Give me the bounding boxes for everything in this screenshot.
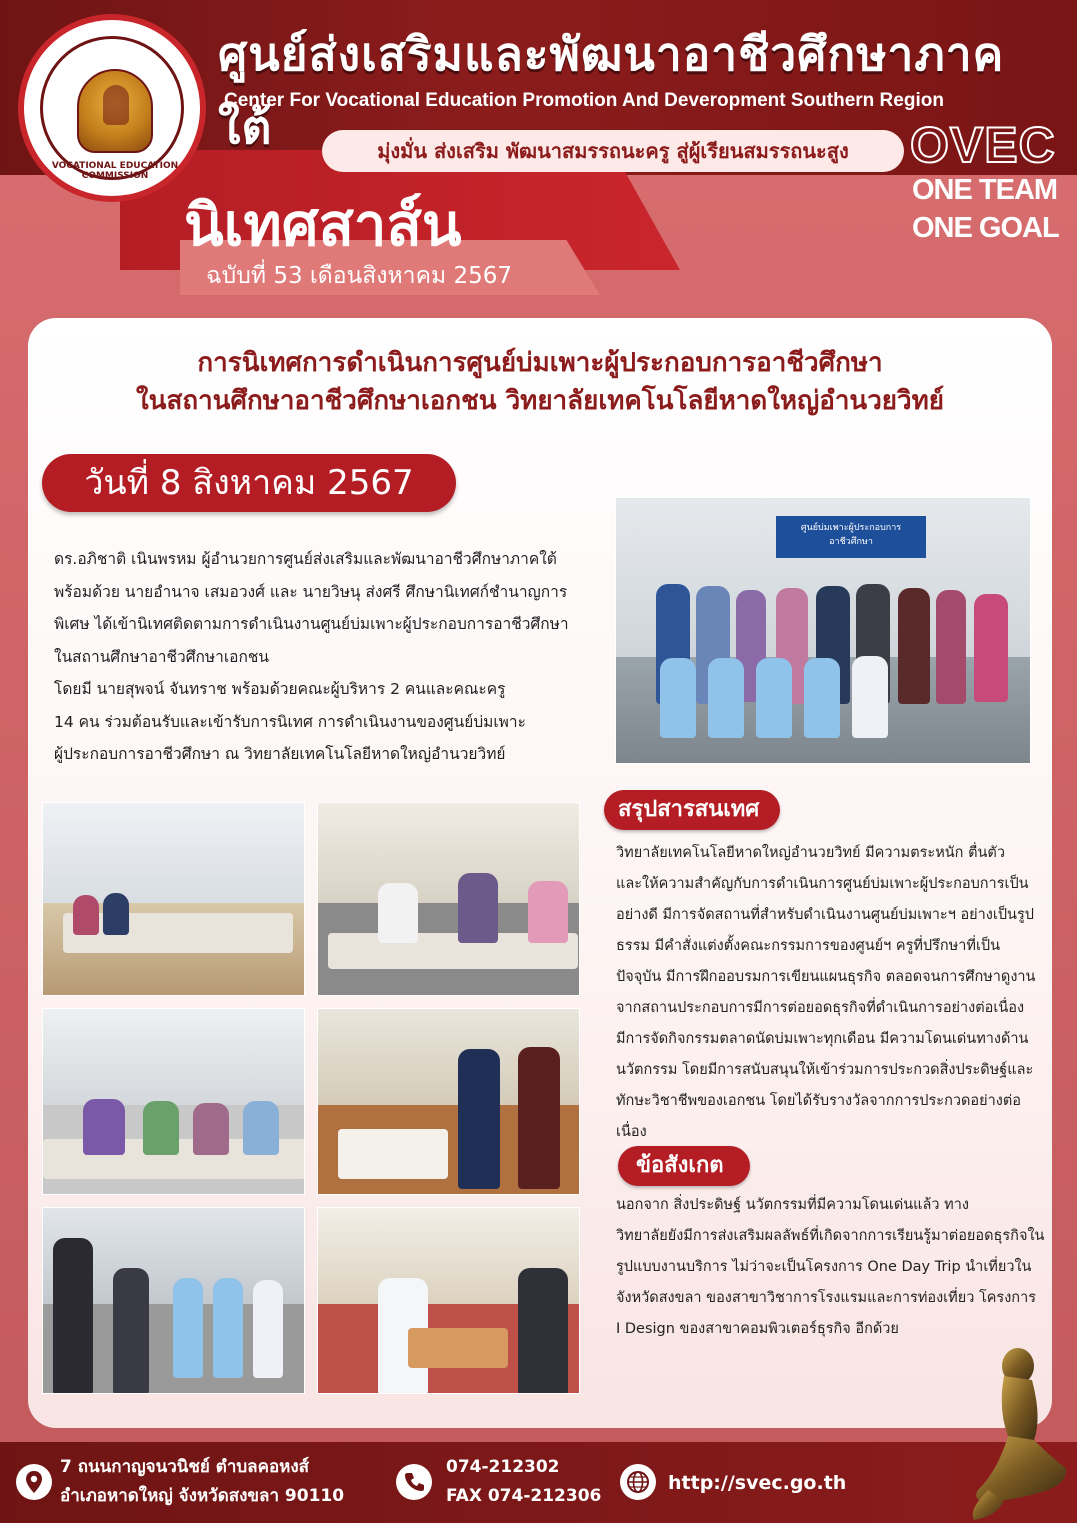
issue-number: ฉบับที่ 53 เดือนสิงหาคม 2567 (206, 263, 512, 289)
globe-icon (620, 1464, 656, 1500)
article-body-line: 14 คน ร่วมต้อนรับและเข้ารับการนิเทศ การดำเนินงานของศูนย์บ่มเพาะ (54, 712, 526, 731)
one-team-text: ONE TEAM (912, 174, 1058, 206)
summary-line: มีการจัดกิจกรรมตลาดนัดบ่มเพาะทุกเดือน มีความโดนเด่นทางด้าน (616, 1031, 1029, 1047)
center-title-thai: ศูนย์ส่งเสริมและพัฒนาอาชีวศึกษาภาคใต้ (218, 27, 1005, 154)
meeting-photo-2 (317, 802, 580, 996)
ovec-wordmark: OVEC (910, 117, 1056, 173)
exhibit-photo-1 (317, 1008, 580, 1195)
article-heading-line1: การนิเทศการดำเนินการศูนย์บ่มเพาะผู้ประกอบการอาชีวศึกษา (197, 348, 883, 378)
logo-text: VOCATIONAL EDUCATION COMMISSION (51, 161, 179, 181)
website-link[interactable]: http://svec.go.th (668, 1472, 847, 1494)
article-body-line: โดยมี นายสุพจน์ จันทราช พร้อมด้วยคณะผู้บริหาร 2 คนและคณะครู (54, 680, 506, 698)
center-title-english: Center For Vocational Education Promotion And Deverop​ment Southern Region (224, 90, 944, 111)
summary-line: เนื่อง (616, 1124, 647, 1140)
observation-body (616, 1190, 1045, 1345)
observation-line: วิทยาลัยยังมีการส่งเสริมผลลัพธ์ที่เกิดจากการเรียนรู้มาต่อยอดธุรกิจใน (616, 1228, 1045, 1244)
footer (0, 1442, 1077, 1523)
observation-section-title: ข้อสังเกต (618, 1146, 750, 1186)
ovec-logo (18, 14, 206, 202)
article-body-line: พิเศษ ได้เข้านิเทศติดตามการดำเนินงานศูนย์บ่มเพาะผู้ประกอบการอาชีวศึกษา (54, 615, 569, 633)
observation-line: I Design ของสาขาคอมพิวเตอร์ธุรกิจ อีกด้วย (616, 1321, 899, 1337)
incubator-sign (776, 516, 926, 558)
visit-photo-1 (42, 1207, 305, 1394)
address-line2: อำเภอหาดใหญ่ จังหวัดสงขลา 90110 (60, 1486, 345, 1506)
mermaid-statue-image (968, 1340, 1076, 1522)
observation-line: นอกจาก สิ่งประดิษฐ์ นวัตกรรมที่มีความโดนเด่นแล้ว ทาง (616, 1197, 969, 1213)
summary-line: ปัจจุบัน มีการฝึกออบรมการเขียนแผนธุรกิจ ตลอดจนการศึกษาดูงาน (616, 969, 1036, 985)
article-body (54, 543, 584, 771)
summary-line: นวัตกรรม โดยมีการสนับสนุนให้เข้าร่วมการประกวดสิ่งประดิษฐ์และ (616, 1062, 1034, 1078)
date-pill: วันที่ 8 สิงหาคม 2567 (42, 454, 456, 512)
article-body-line: ผู้ประกอบการอาชีวศึกษา ณ วิทยาลัยเทคโนโลยีหาดใหญ่อำนวยวิทย์ (54, 745, 506, 763)
summary-line: อย่างดี มีการจัดสถานที่สำหรับดำเนินงานศูนย์บ่มเพาะฯ อย่างเป็นรูป (616, 907, 1034, 923)
address-line1: 7 ถนนกาญจนวนิชย์ ตำบลคอหงส์ (60, 1457, 310, 1477)
summary-line: วิทยาลัยเทคโนโลยีหาดใหญ่อำนวยวิทย์ มีความตระหนัก ตื่นตัว (616, 845, 1005, 861)
group-photo (615, 497, 1031, 764)
slogan-pill: มุ่งมั่น ส่งเสริม พัฒนาสมรรถนะครู สู่ผู้เรียนสมรรถนะสูง (322, 130, 904, 172)
summary-line: จากสถานประกอบการมีการต่อยอดธุรกิจที่ดำเนินการอย่างต่อเนื่อง (616, 1000, 1025, 1016)
summary-line: และให้ความสำคัญกับการดำเนินการศูนย์บ่มเพาะผู้ประกอบการเป็น (616, 876, 1029, 892)
summary-line: ธรรม มีคำสั่งแต่งตั้งคณะกรรมการของศูนย์ฯ ครูที่ปรึกษาที่เป็น (616, 938, 1001, 954)
summary-line: ทักษะวิชาชีพของเอกชน โดยได้รับรางวัลจากการประกวดอย่างต่อ (616, 1093, 1021, 1109)
logo-emblem-icon (77, 69, 153, 153)
one-goal-text: ONE GOAL (912, 212, 1059, 244)
observation-line: จังหวัดสงขลา ของสาขาวิชาการโรงแรมและการท่องเที่ยว โครงการ (616, 1290, 1037, 1306)
exhibit-photo-2 (317, 1207, 580, 1394)
newsletter-title: นิเทศสาส์น (184, 191, 462, 259)
location-icon (16, 1464, 52, 1500)
meeting-photo-1 (42, 802, 305, 996)
article-body-line: พร้อมด้วย นายอำนาจ เสมอวงศ์ และ นายวิษนุ ส่งศรี ศึกษานิเทศก์ชำนาญการ (54, 582, 568, 601)
observation-line: รูปแบบงานบริการ ไม่ว่าจะเป็นโครงการ One Day Trip นำเที่ยวใน (616, 1259, 1032, 1275)
incubator-sign-text: ศูนย์บ่มเพาะผู้ประกอบการอาชีวศึกษา (800, 523, 902, 547)
phone-number: 074-212302 (446, 1457, 560, 1477)
phone-icon (396, 1464, 432, 1500)
article-body-line: ดร.อภิชาติ เนินพรหม ผู้อำนวยการศูนย์ส่งเสริมและพัฒนาอาชีวศึกษาภาคใต้ (54, 550, 557, 568)
article-heading-line2: ในสถานศึกษาอาชีวศึกษาเอกชน วิทยาลัยเทคโนโลยีหาดใหญ่อำนวยวิทย์ (135, 386, 945, 416)
article-body-line: ในสถานศึกษาอาชีวศึกษาเอกชน (54, 647, 269, 666)
logo-inner-ring (40, 36, 184, 180)
meeting-photo-3 (42, 1008, 305, 1195)
summary-section-title: สรุปสารสนเทศ (604, 790, 780, 830)
summary-body (616, 838, 1042, 1148)
header (0, 0, 1077, 300)
fax-number: FAX 074-212306 (446, 1486, 602, 1506)
